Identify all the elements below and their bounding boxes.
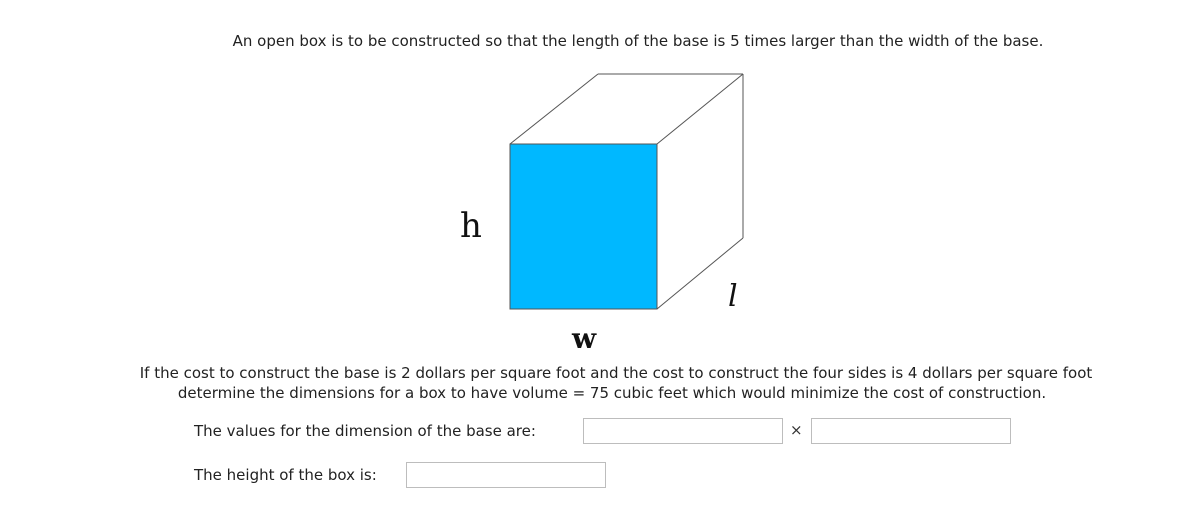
problem-intro-text: An open box is to be constructed so that the length of the base is 5 times larger than the width of the base. xyxy=(232,32,1044,50)
times-sign: × xyxy=(790,421,803,439)
problem-cost-text: If the cost to construct the base is 2 dollars per square foot and the cost to construct the four sides is 4 dollars per square foot xyxy=(139,364,1093,382)
problem-volume-text: determine the dimensions for a box to have volume = 75 cubic feet which would minimize the cost of construction. xyxy=(177,384,1047,402)
base-width-input[interactable] xyxy=(583,418,783,444)
height-label: h xyxy=(460,206,482,246)
open-box-diagram xyxy=(440,60,760,355)
width-label: w xyxy=(572,322,597,355)
box-height-label: The height of the box is: xyxy=(194,466,377,484)
box-height-input[interactable] xyxy=(406,462,606,488)
base-length-input[interactable] xyxy=(811,418,1011,444)
length-label: l xyxy=(728,279,738,314)
box-front-face xyxy=(510,144,657,309)
top-left-depth-edge xyxy=(510,74,598,144)
base-dimensions-label: The values for the dimension of the base are: xyxy=(194,422,536,440)
top-right-depth-edge xyxy=(657,74,743,144)
